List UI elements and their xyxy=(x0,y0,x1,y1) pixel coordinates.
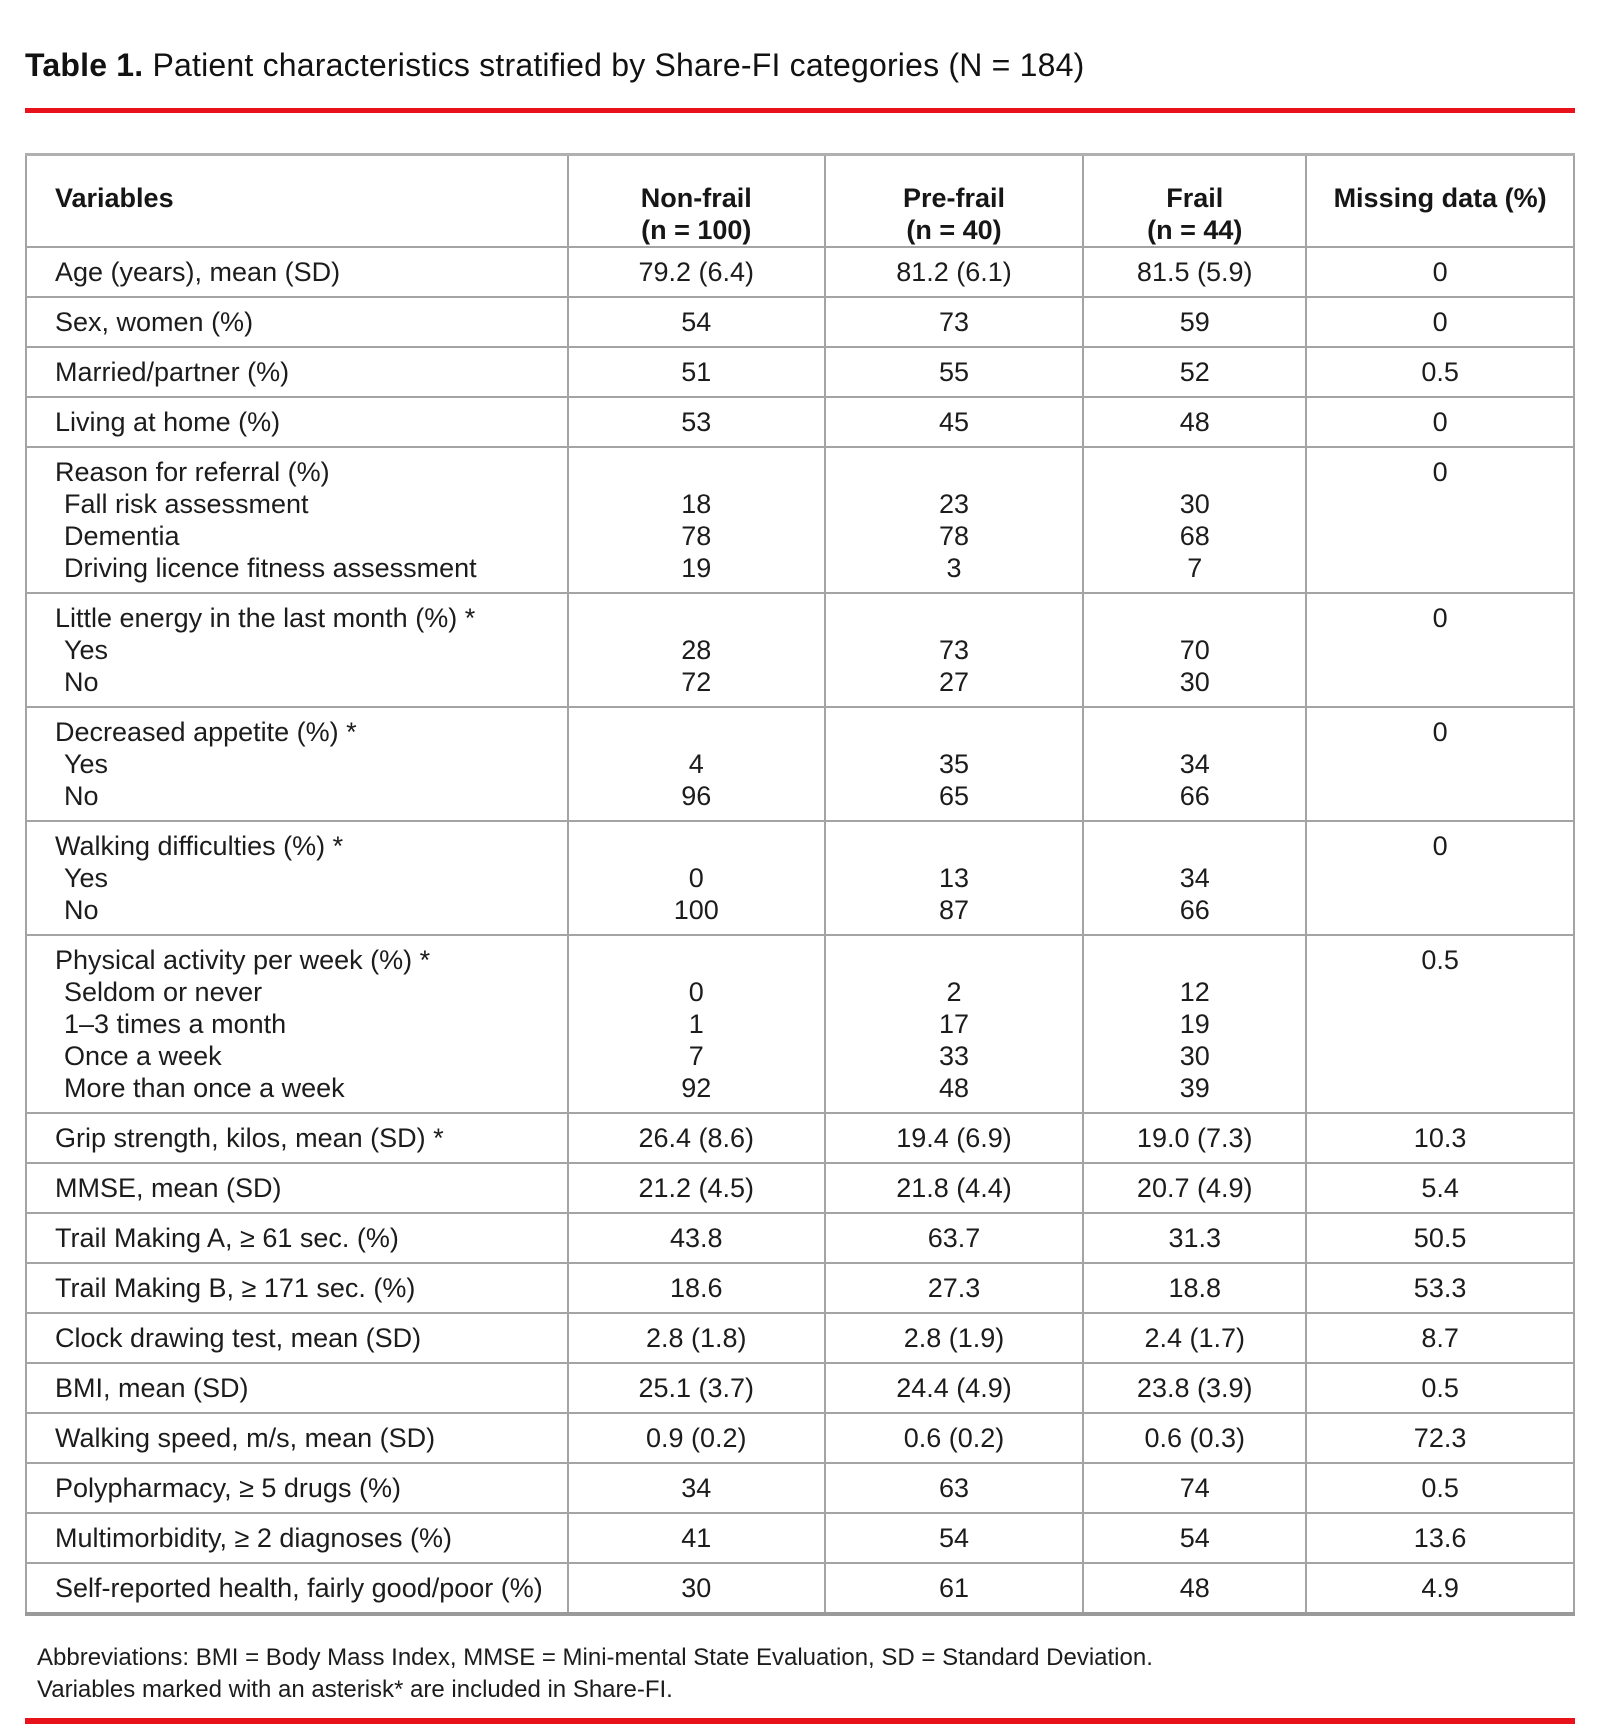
missing-value: 5.4 xyxy=(1306,1163,1574,1213)
cell-value: 54 xyxy=(825,1513,1084,1563)
sub-cell-value: 27 xyxy=(938,667,970,697)
table-row xyxy=(26,1313,1574,1363)
cell-value-group xyxy=(825,707,1084,821)
cell-value: 2.8 (1.8) xyxy=(568,1313,825,1363)
cell-value: 81.5 (5.9) xyxy=(1083,247,1306,297)
cell-value-group xyxy=(825,821,1084,935)
column-header xyxy=(825,155,1084,248)
sub-cell-value: 30 xyxy=(1179,667,1210,697)
sub-row-label: No xyxy=(64,895,99,925)
spacer-line xyxy=(1090,830,1299,862)
sub-cell-value: 13 xyxy=(938,863,970,893)
row-label-group xyxy=(26,821,568,935)
group-label: Decreased appetite (%) * xyxy=(55,717,357,747)
cell-value-group xyxy=(1083,935,1306,1113)
cell-value-group xyxy=(568,935,825,1113)
sub-cell-value: 19 xyxy=(681,553,712,583)
row-label: BMI, mean (SD) xyxy=(26,1363,568,1413)
sub-cell-value: 87 xyxy=(938,895,970,925)
cell-value: 48 xyxy=(1083,1563,1306,1614)
missing-value xyxy=(1306,593,1574,707)
sub-cell-value: 65 xyxy=(938,781,970,811)
sub-cell-value: 3 xyxy=(946,553,962,583)
table-row xyxy=(26,397,1574,447)
missing-value-line: 0 xyxy=(1432,603,1448,633)
missing-value: 50.5 xyxy=(1306,1213,1574,1263)
cell-value: 0.6 (0.3) xyxy=(1083,1413,1306,1463)
cell-value: 54 xyxy=(568,297,825,347)
table-row xyxy=(26,1563,1574,1614)
missing-value: 10.3 xyxy=(1306,1113,1574,1163)
table-row xyxy=(26,1463,1574,1513)
sub-cell-value: 12 xyxy=(1179,977,1210,1007)
missing-value: 0.5 xyxy=(1306,347,1574,397)
row-label-group xyxy=(26,707,568,821)
spacer-line xyxy=(832,602,1077,634)
table-row xyxy=(26,1263,1574,1313)
sub-row-label: Yes xyxy=(64,863,109,893)
spacer-line xyxy=(575,602,818,634)
missing-value: 53.3 xyxy=(1306,1263,1574,1313)
spacer-line xyxy=(832,716,1077,748)
row-label: Multimorbidity, ≥ 2 diagnoses (%) xyxy=(26,1513,568,1563)
cell-value: 52 xyxy=(1083,347,1306,397)
sub-cell-value: 7 xyxy=(688,1041,704,1071)
sub-cell-value: 73 xyxy=(938,635,970,665)
group-label: Reason for referral (%) xyxy=(55,457,330,487)
cell-value: 21.8 (4.4) xyxy=(825,1163,1084,1213)
cell-value: 48 xyxy=(1083,397,1306,447)
patient-characteristics-table xyxy=(25,153,1575,1616)
cell-value: 20.7 (4.9) xyxy=(1083,1163,1306,1213)
group-label: Walking difficulties (%) * xyxy=(55,831,344,861)
table-row xyxy=(26,1163,1574,1213)
column-header xyxy=(26,155,568,248)
cell-value: 59 xyxy=(1083,297,1306,347)
bottom-red-rule xyxy=(25,1718,1575,1724)
row-label: Grip strength, kilos, mean (SD) * xyxy=(26,1113,568,1163)
spacer-line xyxy=(832,944,1077,976)
sub-cell-value: 92 xyxy=(681,1073,712,1103)
column-header-label: Non-frail xyxy=(640,183,752,213)
spacer-line xyxy=(1090,456,1299,488)
sub-cell-value: 30 xyxy=(1179,489,1210,519)
row-label: Trail Making A, ≥ 61 sec. (%) xyxy=(26,1213,568,1263)
spacer-line xyxy=(1090,944,1299,976)
column-header xyxy=(568,155,825,248)
table-row xyxy=(26,1363,1574,1413)
spacer-line xyxy=(575,716,818,748)
cell-value: 43.8 xyxy=(568,1213,825,1263)
sub-cell-value: 96 xyxy=(681,781,712,811)
missing-value: 0.5 xyxy=(1306,1363,1574,1413)
missing-value: 72.3 xyxy=(1306,1413,1574,1463)
column-header xyxy=(1083,155,1306,248)
missing-value-line: 0 xyxy=(1432,831,1448,861)
cell-value-group xyxy=(1083,821,1306,935)
missing-value-line: 0 xyxy=(1432,457,1448,487)
sub-cell-value: 48 xyxy=(938,1073,970,1103)
row-label: Age (years), mean (SD) xyxy=(26,247,568,297)
sub-row-label: Yes xyxy=(64,749,109,779)
footnotes xyxy=(25,1642,1575,1706)
table-header-row xyxy=(26,155,1574,248)
cell-value-group xyxy=(825,447,1084,593)
cell-value: 0.9 (0.2) xyxy=(568,1413,825,1463)
sub-row-label: More than once a week xyxy=(64,1073,345,1103)
sub-cell-value: 23 xyxy=(938,489,970,519)
cell-value: 45 xyxy=(825,397,1084,447)
sub-cell-value: 78 xyxy=(681,521,712,551)
cell-value-group xyxy=(1083,447,1306,593)
sub-row-label: Yes xyxy=(64,635,109,665)
sub-row-label: Once a week xyxy=(64,1041,222,1071)
spacer-line xyxy=(1090,716,1299,748)
missing-value-line: 0 xyxy=(1432,717,1448,747)
sub-cell-value: 0 xyxy=(688,977,704,1007)
cell-value: 2.8 (1.9) xyxy=(825,1313,1084,1363)
sub-cell-value: 70 xyxy=(1179,635,1210,665)
missing-value xyxy=(1306,707,1574,821)
cell-value: 25.1 (3.7) xyxy=(568,1363,825,1413)
sub-cell-value: 66 xyxy=(1179,781,1210,811)
table-header xyxy=(26,155,1574,248)
missing-value-line: 0.5 xyxy=(1421,945,1459,975)
column-header-label: Variables xyxy=(55,183,174,213)
table-caption: Patient characteristics stratified by Share-FI categories (N = 184) xyxy=(143,47,1085,83)
table-row xyxy=(26,707,1574,821)
row-label-group xyxy=(26,593,568,707)
spacer-line xyxy=(1090,602,1299,634)
cell-value-group xyxy=(825,935,1084,1113)
cell-value: 61 xyxy=(825,1563,1084,1614)
sub-cell-value: 18 xyxy=(681,489,712,519)
sub-cell-value: 34 xyxy=(1179,863,1210,893)
cell-value: 63.7 xyxy=(825,1213,1084,1263)
table-row xyxy=(26,447,1574,593)
column-header-label: Missing data (%) xyxy=(1333,183,1547,213)
cell-value: 79.2 (6.4) xyxy=(568,247,825,297)
row-label: Walking speed, m/s, mean (SD) xyxy=(26,1413,568,1463)
cell-value: 19.4 (6.9) xyxy=(825,1113,1084,1163)
column-header-label: Pre-frail xyxy=(902,183,1006,213)
sub-cell-value: 100 xyxy=(673,895,719,925)
missing-value: 0.5 xyxy=(1306,1463,1574,1513)
column-header-count: (n = 40) xyxy=(906,215,1002,245)
sub-cell-value: 78 xyxy=(938,521,970,551)
missing-value: 13.6 xyxy=(1306,1513,1574,1563)
cell-value: 19.0 (7.3) xyxy=(1083,1113,1306,1163)
footnote-abbreviations: Abbreviations: BMI = Body Mass Index, MMSE = Mini-mental State Evaluation, SD = Standard Deviation. xyxy=(37,1644,1153,1671)
cell-value-group xyxy=(568,707,825,821)
sub-row-label: Fall risk assessment xyxy=(64,489,309,519)
group-label: Physical activity per week (%) * xyxy=(55,945,431,975)
cell-value: 73 xyxy=(825,297,1084,347)
sub-cell-value: 72 xyxy=(681,667,712,697)
cell-value-group xyxy=(568,447,825,593)
table-body xyxy=(26,247,1574,1614)
row-label: Self-reported health, fairly good/poor (%) xyxy=(26,1563,568,1614)
cell-value: 81.2 (6.1) xyxy=(825,247,1084,297)
sub-cell-value: 4 xyxy=(688,749,704,779)
missing-value xyxy=(1306,935,1574,1113)
cell-value: 2.4 (1.7) xyxy=(1083,1313,1306,1363)
column-header xyxy=(1306,155,1574,248)
column-header-count: (n = 100) xyxy=(641,215,752,245)
cell-value: 41 xyxy=(568,1513,825,1563)
row-label-group xyxy=(26,935,568,1113)
table-row xyxy=(26,347,1574,397)
cell-value: 55 xyxy=(825,347,1084,397)
row-label: Married/partner (%) xyxy=(26,347,568,397)
cell-value-group xyxy=(1083,593,1306,707)
sub-row-label: No xyxy=(64,781,99,811)
spacer-line xyxy=(575,944,818,976)
cell-value: 53 xyxy=(568,397,825,447)
spacer-line xyxy=(832,456,1077,488)
spacer-line xyxy=(832,830,1077,862)
cell-value: 27.3 xyxy=(825,1263,1084,1313)
table-row xyxy=(26,247,1574,297)
missing-value: 0 xyxy=(1306,247,1574,297)
cell-value: 54 xyxy=(1083,1513,1306,1563)
missing-value: 4.9 xyxy=(1306,1563,1574,1614)
missing-value: 0 xyxy=(1306,297,1574,347)
row-label: Living at home (%) xyxy=(26,397,568,447)
sub-cell-value: 68 xyxy=(1179,521,1210,551)
row-label: Polypharmacy, ≥ 5 drugs (%) xyxy=(26,1463,568,1513)
cell-value: 34 xyxy=(568,1463,825,1513)
cell-value-group xyxy=(1083,707,1306,821)
cell-value-group xyxy=(825,593,1084,707)
cell-value: 31.3 xyxy=(1083,1213,1306,1263)
sub-row-label: Seldom or never xyxy=(64,977,263,1007)
cell-value: 26.4 (8.6) xyxy=(568,1113,825,1163)
table-row xyxy=(26,1213,1574,1263)
column-header-label: Frail xyxy=(1166,183,1224,213)
sub-cell-value: 39 xyxy=(1179,1073,1210,1103)
cell-value: 51 xyxy=(568,347,825,397)
cell-value: 24.4 (4.9) xyxy=(825,1363,1084,1413)
cell-value-group xyxy=(568,821,825,935)
table-row xyxy=(26,1413,1574,1463)
sub-cell-value: 2 xyxy=(946,977,962,1007)
sub-cell-value: 33 xyxy=(938,1041,970,1071)
sub-cell-value: 28 xyxy=(681,635,712,665)
cell-value-group xyxy=(568,593,825,707)
table-title xyxy=(25,0,1575,84)
row-label-group xyxy=(26,447,568,593)
cell-value: 23.8 (3.9) xyxy=(1083,1363,1306,1413)
cell-value: 63 xyxy=(825,1463,1084,1513)
sub-cell-value: 1 xyxy=(688,1009,704,1039)
cell-value: 18.8 xyxy=(1083,1263,1306,1313)
sub-cell-value: 17 xyxy=(938,1009,970,1039)
missing-value xyxy=(1306,821,1574,935)
cell-value: 18.6 xyxy=(568,1263,825,1313)
row-label: Trail Making B, ≥ 171 sec. (%) xyxy=(26,1263,568,1313)
missing-value xyxy=(1306,447,1574,593)
column-header-count: (n = 44) xyxy=(1147,215,1243,245)
sub-cell-value: 7 xyxy=(1187,553,1203,583)
sub-row-label: Driving licence fitness assessment xyxy=(64,553,477,583)
sub-cell-value: 34 xyxy=(1179,749,1210,779)
spacer-line xyxy=(575,456,818,488)
sub-cell-value: 19 xyxy=(1179,1009,1210,1039)
missing-value: 8.7 xyxy=(1306,1313,1574,1363)
top-red-rule xyxy=(25,108,1575,113)
table-row xyxy=(26,1113,1574,1163)
table-row xyxy=(26,593,1574,707)
cell-value: 74 xyxy=(1083,1463,1306,1513)
row-label: MMSE, mean (SD) xyxy=(26,1163,568,1213)
row-label: Clock drawing test, mean (SD) xyxy=(26,1313,568,1363)
cell-value: 30 xyxy=(568,1563,825,1614)
sub-row-label: Dementia xyxy=(64,521,180,551)
missing-value: 0 xyxy=(1306,397,1574,447)
sub-cell-value: 35 xyxy=(938,749,970,779)
table-row xyxy=(26,1513,1574,1563)
table-row xyxy=(26,821,1574,935)
sub-cell-value: 0 xyxy=(688,863,704,893)
spacer-line xyxy=(575,830,818,862)
sub-row-label: No xyxy=(64,667,99,697)
cell-value: 21.2 (4.5) xyxy=(568,1163,825,1213)
table-row xyxy=(26,297,1574,347)
cell-value: 0.6 (0.2) xyxy=(825,1413,1084,1463)
sub-cell-value: 30 xyxy=(1179,1041,1210,1071)
table-number: Table 1. xyxy=(25,47,144,83)
footnote-asterisk: Variables marked with an asterisk* are included in Share-FI. xyxy=(37,1676,673,1703)
row-label: Sex, women (%) xyxy=(26,297,568,347)
group-label: Little energy in the last month (%) * xyxy=(55,603,476,633)
table-row xyxy=(26,935,1574,1113)
sub-row-label: 1–3 times a month xyxy=(64,1009,287,1039)
sub-cell-value: 66 xyxy=(1179,895,1210,925)
